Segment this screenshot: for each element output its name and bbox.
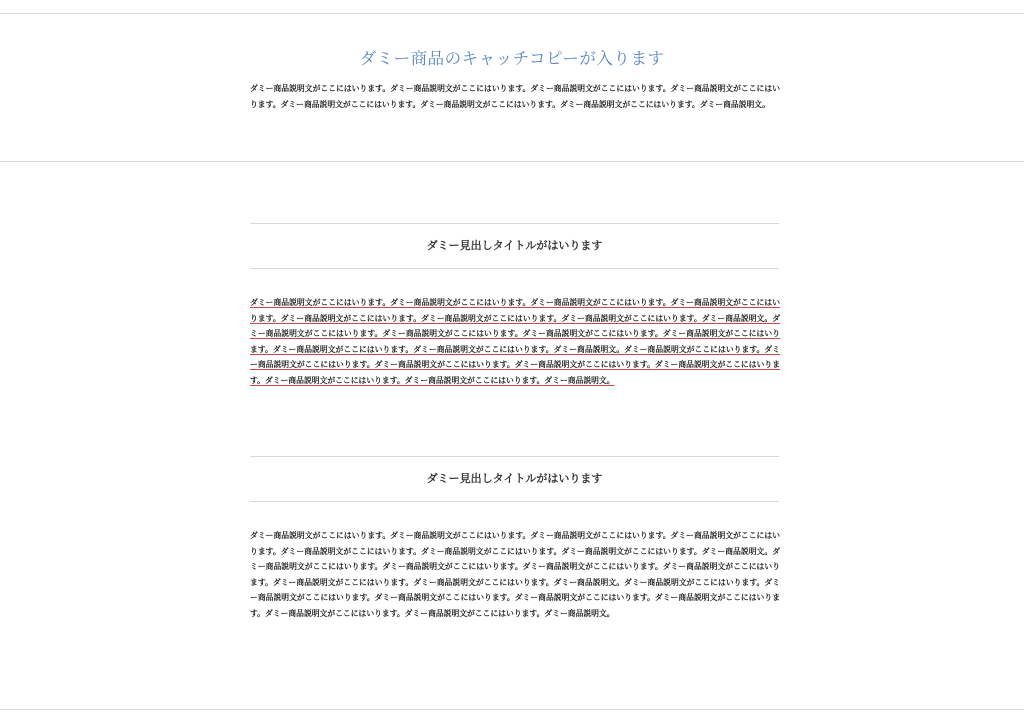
- catchcopy-title: ダミー商品のキャッチコピーが入ります: [359, 49, 665, 68]
- hero-section: [0, 14, 1024, 162]
- section-body-2: ダミー商品説明文がここにはいります。ダミー商品説明文がここにはいります。ダミー商品説明文がここにはいります。ダミー商品説明文がここにはいります。ダミー商品説明文がここにはいります。ダミー商品説明文がここにはいります。ダミー商品説明文がここにはいります。ダミー商品説明文。ダミー商品説明文がここにはいります。ダミー商品説明文がここにはいります。ダミー商品説明文がここにはいります。ダミー商品説明文がここにはいります。ダミー商品説明文がここにはいります。ダミー商品説明文がここにはいります。ダミー商品説明文。ダミー商品説明文がここにはいります。ダミー商品説明文がここにはいります。ダミー商品説明文がここにはいります。ダミー商品説明文がここにはいります。ダミー商品説明文がここにはいります。ダミー商品説明文がここにはいります。ダミー商品説明文がここにはいります。ダミー商品説明文。: [250, 531, 780, 618]
- section-heading-block-1: [250, 223, 779, 269]
- hero-description: ダミー商品説明文がここにはいります。ダミー商品説明文がここにはいります。ダミー商品説明文がここにはいります。ダミー商品説明文がここにはいります。ダミー商品説明文がここにはいります。ダミー商品説明文がここにはいります。ダミー商品説明文がここにはいります。ダミー商品説明文。: [250, 84, 780, 109]
- section-heading-2: ダミー見出しタイトルがはいります: [426, 472, 603, 485]
- section-heading-block-2: [250, 456, 779, 502]
- section-heading-1: ダミー見出しタイトルがはいります: [426, 239, 603, 252]
- section-body-1: [250, 295, 780, 388]
- section-body-1-text: ダミー商品説明文がここにはいります。ダミー商品説明文がここにはいります。ダミー商品説明文がここにはいります。ダミー商品説明文がここにはいります。ダミー商品説明文がここにはいります。ダミー商品説明文がここにはいります。ダミー商品説明文がここにはいります。ダミー商品説明文。ダミー商品説明文がここにはいります。ダミー商品説明文がここにはいります。ダミー商品説明文がここにはいります。ダミー商品説明文がここにはいります。ダミー商品説明文がここにはいります。ダミー商品説明文がここにはいります。ダミー商品説明文。ダミー商品説明文がここにはいります。ダミー商品説明文がここにはいります。ダミー商品説明文がここにはいります。ダミー商品説明文がここにはいります。ダミー商品説明文がここにはいります。ダミー商品説明文がここにはいります。ダミー商品説明文がここにはいります。ダミー商品説明文。: [250, 298, 780, 385]
- bottom-divider: [0, 709, 1024, 710]
